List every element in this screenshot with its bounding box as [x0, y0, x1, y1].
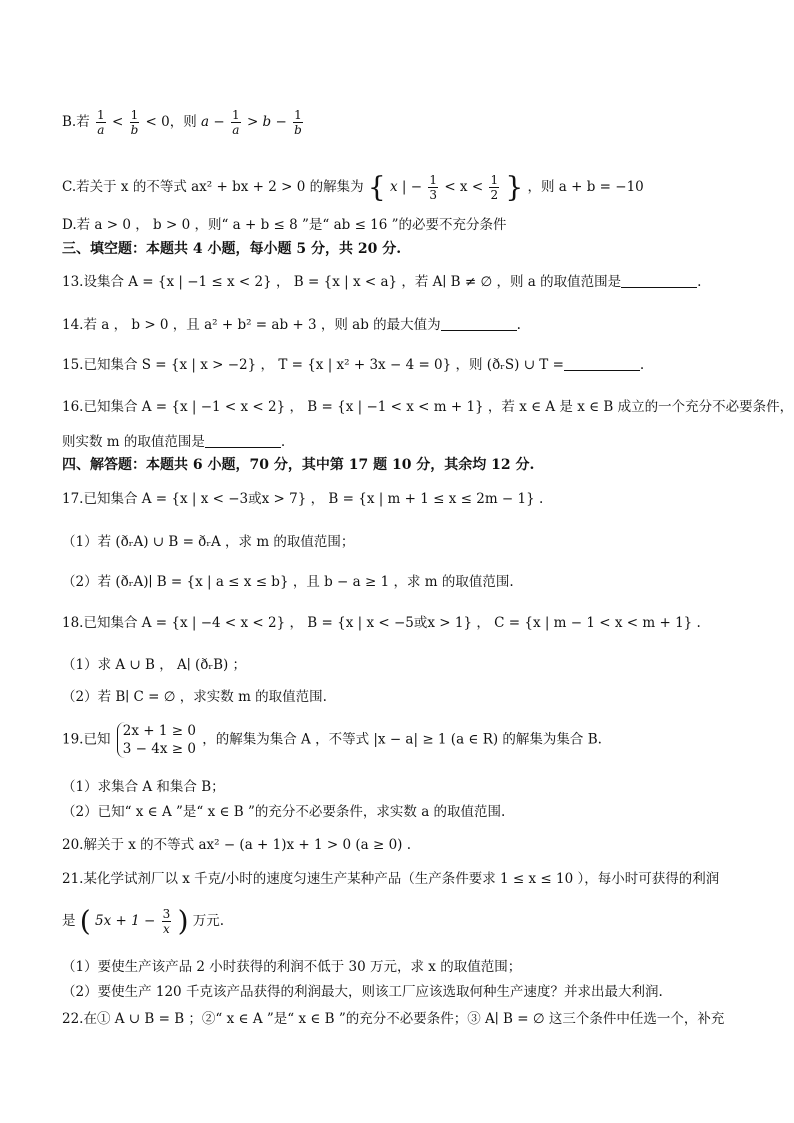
section-3-heading: 三、填空题：本题共 4 小题，每小题 5 分，共 20 分. — [62, 241, 402, 257]
question-18-part-2: （2）若 B∣ C = ∅ ，求实数 m 的取值范围. — [62, 689, 327, 705]
q15-text: 15.已知集合 S = {x | x > −2} ， T = {x | x² + 3x − 4 = 0} ，则 (ðᵣS) ∪ T = — [62, 357, 564, 373]
paren-right: ) — [177, 904, 189, 938]
question-20: 20.解关于 x 的不等式 ax² − (a + 1)x + 1 > 0 (a ≥ 0) . — [62, 837, 412, 853]
question-14 — [62, 316, 521, 334]
fraction: $\frac{1}{2}$ — [490, 173, 499, 202]
question-21-stem: 21.某化学试剂厂以 x 千克/小时的速度匀速生产某种产品（生产条件要求 1 ≤ x ≤ 10 ），每小时可获得的利润 — [62, 871, 720, 887]
question-18-stem: 18.已知集合 A = {x | −4 < x < 2} ， B = {x | x < −5或x > 1} ， C = {x | m − 1 < x < m + 1} . — [62, 615, 701, 631]
expr: b − — [262, 114, 287, 130]
paren-left: ( — [79, 904, 91, 938]
expr: < x < — [444, 179, 484, 195]
section-4-heading: 四、解答题：本题共 6 小题，70 分，其中第 17 题 10 分，其余均 12 分. — [62, 457, 535, 473]
inequality-2: 3 − 4x ≥ 0 — [122, 741, 196, 757]
q13-end: . — [697, 274, 702, 290]
question-19-stem — [62, 722, 602, 758]
question-19-part-1: （1）求集合 A 和集合 B； — [62, 779, 225, 795]
question-21-expr — [62, 904, 225, 938]
q16-text: 16.已知集合 A = {x | −1 < x < 2} ， B = {x | −1 < x < m + 1} ，若 x ∈ A 是 x ∈ B 成立的一个充分不必要条件， — [62, 399, 794, 415]
q14-end: . — [516, 317, 521, 333]
fraction: $\frac{1}{b}$ — [130, 108, 139, 137]
option-b-prefix: B.若 — [62, 114, 90, 130]
fraction: $\frac{1}{b}$ — [294, 108, 302, 137]
q13-text: 13.设集合 A = {x | −1 ≤ x < 2} ， B = {x | x < a} ，若 A∣ B ≠ ∅ ，则 a 的取值范围是 — [62, 274, 622, 290]
expr: x | − — [390, 179, 423, 195]
fraction: $\frac{1}{a}$ — [97, 108, 105, 137]
brace-right: } — [505, 170, 524, 204]
question-16 — [62, 398, 793, 416]
fraction: $\frac{1}{a}$ — [232, 108, 240, 137]
brace-left: { — [367, 170, 386, 204]
q21-post: 万元. — [192, 913, 225, 929]
answer-blank — [441, 316, 517, 331]
q19-pre: 19.已知 — [62, 731, 111, 748]
inequality-system — [117, 722, 196, 758]
question-17-stem: 17.已知集合 A = {x | x < −3或x > 7} ， B = {x | m + 1 ≤ x ≤ 2m − 1} . — [62, 491, 544, 507]
question-13 — [62, 273, 701, 291]
q16-end: . — [280, 434, 286, 450]
q21-pre: 是 — [62, 913, 76, 929]
question-21-part-1: （1）要使生产该产品 2 小时获得的利润不低于 30 万元，求 x 的取值范围； — [62, 959, 522, 975]
question-15 — [62, 356, 644, 374]
q16-cont: 则实数 m 的取值范围是 — [62, 434, 205, 450]
answer-blank — [205, 433, 281, 448]
option-c — [62, 170, 644, 204]
option-c-text: C.若关于 x 的不等式 ax² + bx + 2 > 0 的解集为 — [62, 179, 364, 195]
expr: a − — [201, 114, 225, 130]
fraction: $\frac{3}{x}$ — [162, 907, 171, 936]
question-17-part-1: （1）若 (ðᵣA) ∪ B = ðᵣA ，求 m 的取值范围； — [62, 534, 355, 550]
option-d: D.若 a > 0 ， b > 0 ，则“ a + b ≤ 8 ”是“ ab ≤ 16 ”的必要不充分条件 — [62, 217, 507, 233]
question-18-part-1: （1）求 A ∪ B ， A∣ (ðᵣB) ； — [62, 657, 247, 673]
fraction: $\frac{1}{3}$ — [429, 173, 438, 202]
q14-text: 14.若 a ， b > 0 ，且 a² + b² = ab + 3 ，则 ab 的最大值为 — [62, 317, 441, 333]
question-22: 22.在① A ∪ B = B ；②“ x ∈ A ”是“ x ∈ B ”的充分不必要条件；③ A∣ B = ∅ 这三个条件中任选一个，补充 — [62, 1011, 725, 1027]
op: > — [246, 114, 263, 130]
op: < 0，则 — [145, 114, 197, 130]
question-17-part-2: （2）若 (ðᵣA)∣ B = {x | a ≤ x ≤ b} ，且 b − a ≥ 1 ，求 m 的取值范围. — [62, 574, 514, 590]
q19-post: ，的解集为集合 A ，不等式 |x − a| ≥ 1 (a ∈ R) 的解集为集合 B. — [202, 731, 602, 748]
answer-blank — [564, 356, 640, 371]
option-b — [62, 108, 305, 137]
answer-blank — [621, 273, 697, 288]
question-16-cont — [62, 433, 285, 451]
option-c-post: ，则 a + b = −10 — [527, 179, 644, 195]
op: < — [111, 114, 124, 130]
q15-end: . — [639, 357, 645, 373]
inequality-1: 2x + 1 ≥ 0 — [122, 723, 196, 739]
question-19-part-2: （2）已知“ x ∈ A ”是“ x ∈ B ”的充分不必要条件，求实数 a 的取值范围. — [62, 804, 506, 820]
question-21-part-2: （2）要使生产 120 千克该产品获得的利润最大，则该工厂应该选取何种生产速度？并求出最大利润. — [62, 984, 663, 1000]
q21-expr: 5x + 1 − — [95, 913, 156, 929]
